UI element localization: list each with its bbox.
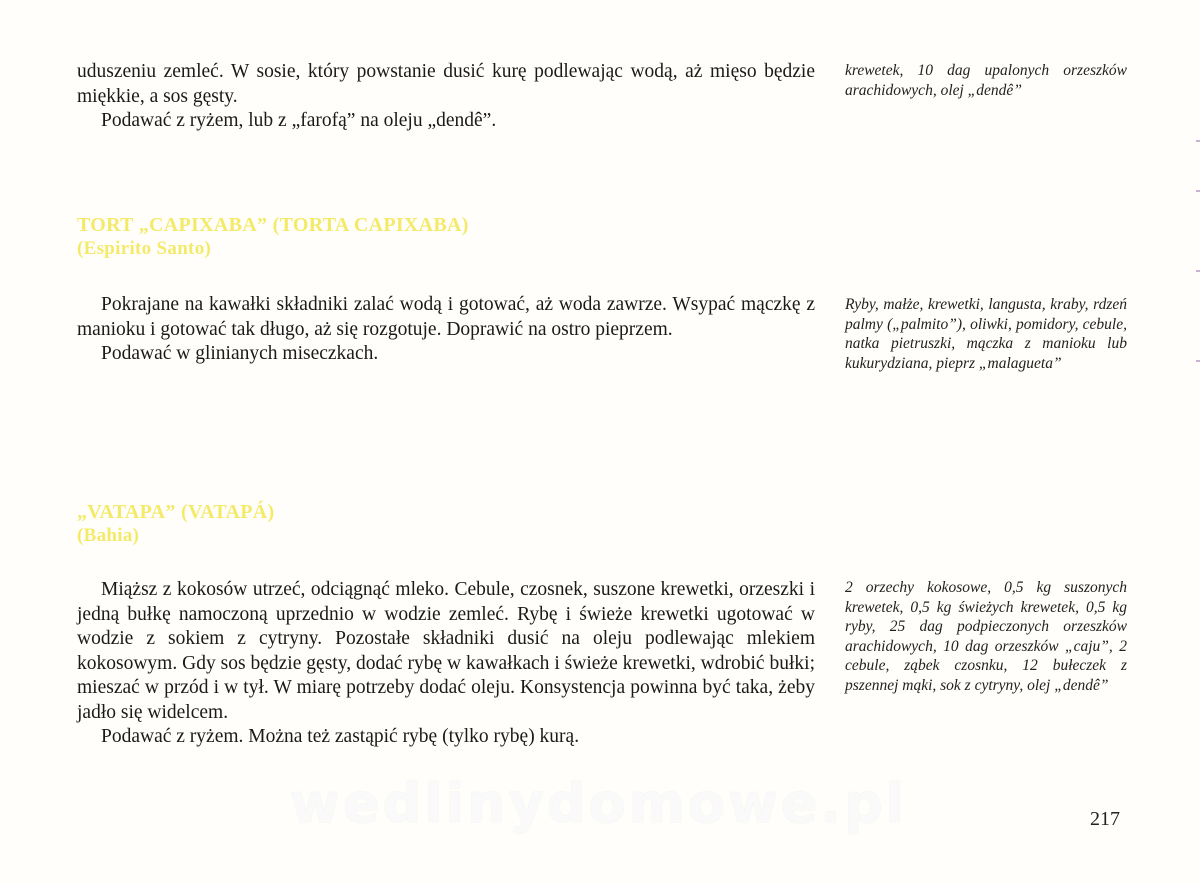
recipe-region: (Espirito Santo): [77, 238, 212, 259]
recipe-title: TORT „CAPIXABA” (TORTA CAPIXABA): [77, 214, 469, 236]
recipe-title: „VATAPA” (VATAPÁ): [77, 501, 275, 523]
page-number: 217: [1090, 808, 1120, 830]
recipe-instructions-torta: [77, 293, 815, 367]
top-ingredients: krewetek, 10 dag upalonych orzeszków arachidowych, olej „dendê”: [845, 62, 1127, 99]
recipe-ingredients-torta: Ryby, małże, krewetki, langusta, kraby, rdzeń palmy („palmito”), oliwki, pomidory, cebule, natka pietruszki, mączka z manioku lub kukurydziana, pieprz „malagueta”: [845, 296, 1127, 372]
instruction-paragraph: Miąższ z kokosów utrzeć, odciągnąć mleko. Cebule, czosnek, suszone krewetki, orzeszki i jedną bułkę namoczoną uprzednio w wodzie zemleć. Rybę i świeże krewetki ugotować w wodzie z sokiem z cytryny. Pozostałe składniki dusić na oleju podlewając mlekiem kokosowym. Gdy sos będzie gęsty, dodać rybę w kawałkach i świeże krewetki, wdrobić bułki; mieszać w przód i w tył. W miarę potrzeby dodać oleju. Konsystencja powinna być taka, żeby jadło się widelcem.: [77, 579, 815, 723]
recipe-ingredients-vatapa: 2 orzechy kokosowe, 0,5 kg suszonych krewetek, 0,5 kg świeżych krewetek, 0,5 kg ryby, 25 dag podpieczonych orzeszków arachidowych, 10 dag orzeszków „caju”, 2 cebule, ząbek czosnku, 12 bułeczek z pszennej mąki, sok z cytryny, olej „dendê”: [845, 579, 1127, 694]
recipe-heading-vatapa: [77, 500, 275, 548]
recipe-heading-torta: [77, 213, 469, 261]
instruction-paragraph: Pokrajane na kawałki składniki zalać wodą i gotować, aż woda zawrze. Wsypać mączkę z manioku i gotować tak długo, aż się rozgotuje. Doprawić na ostro pieprzem.: [77, 294, 815, 340]
instruction-paragraph: Podawać z ryżem. Można też zastąpić rybę (tylko rybę) kurą.: [101, 726, 580, 747]
scan-edge-marks: [1195, 140, 1200, 370]
watermark: wedlinydomowe.pl: [290, 772, 908, 835]
instruction-paragraph: Podawać w glinianych miseczkach.: [101, 343, 379, 364]
instruction-paragraph: uduszeniu zemleć. W sosie, który powstanie dusić kurę podlewając wodą, aż mięso będzie miękkie, a sos gęsty.: [77, 61, 815, 107]
recipe-region: (Bahia): [77, 525, 140, 546]
instruction-paragraph: Podawać z ryżem, lub z „farofą” na oleju „dendê”.: [101, 110, 497, 131]
recipe-instructions-vatapa: [77, 578, 815, 750]
top-instructions: [77, 60, 815, 134]
